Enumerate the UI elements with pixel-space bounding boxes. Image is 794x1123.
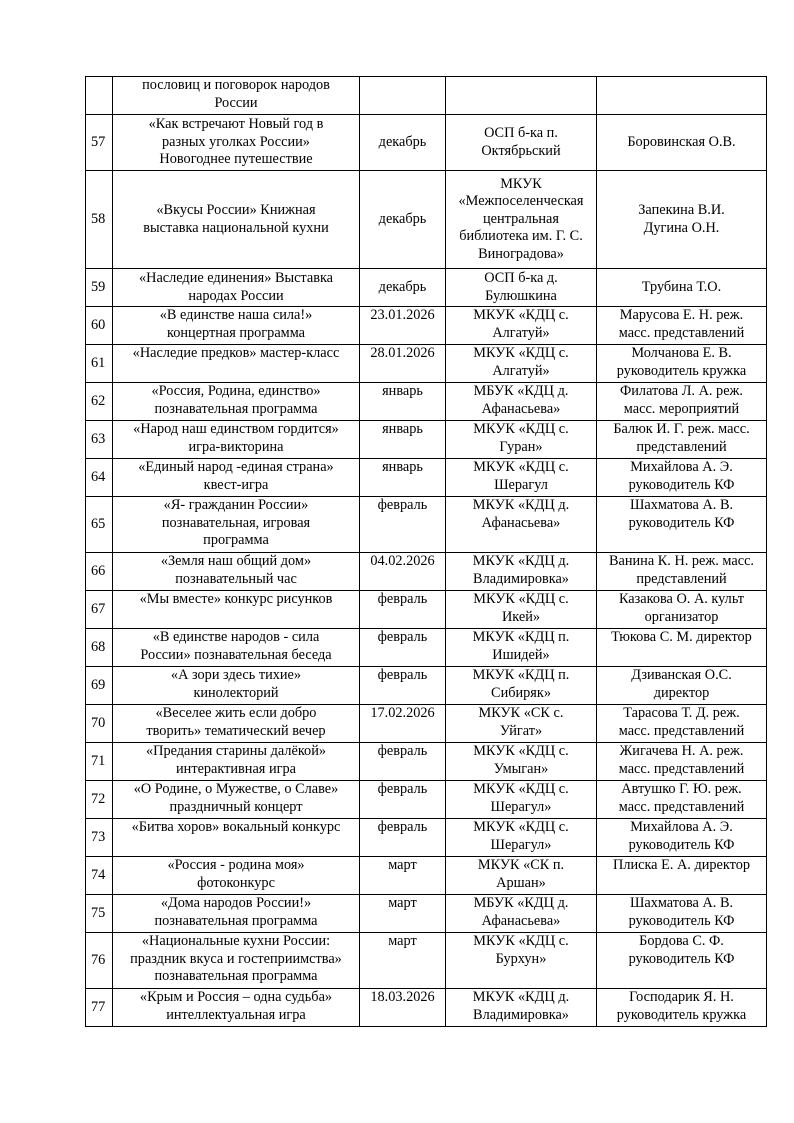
date-cell-line: февраль (377, 629, 428, 645)
event-cell (113, 497, 360, 553)
responsible-cell (597, 933, 767, 989)
responsible-cell (597, 497, 767, 553)
date-cell-line: январь (382, 383, 423, 399)
place-cell-line: Октябрьский (481, 142, 561, 159)
event-cell-line: «В единстве народов - сила (152, 629, 320, 645)
event-cell-line: «В единстве наша сила!» (159, 307, 313, 323)
place-cell (446, 459, 597, 497)
place-cell-line: Шерагул (494, 476, 548, 493)
date-cell (360, 459, 446, 497)
event-cell-line: познавательная программа (154, 968, 318, 984)
date-cell (360, 115, 446, 171)
responsible-cell-line: Михайлова А. Э. (630, 819, 733, 835)
event-cell-line: познавательный час (175, 570, 297, 587)
place-cell (446, 115, 597, 171)
event-cell (113, 933, 360, 989)
table-row (86, 553, 767, 591)
event-cell-line: «Народ наш единством гордится» (133, 421, 339, 437)
responsible-cell-line: Шахматова А. В. (629, 497, 734, 513)
event-cell-line: «Национальные кухни России: (141, 933, 331, 949)
event-cell (113, 857, 360, 895)
table-row (86, 705, 767, 743)
responsible-cell-line: масс. мероприятий (623, 400, 740, 417)
responsible-cell-line: Ванина К. Н. реж. масс. (609, 553, 754, 569)
events-table-body (86, 77, 767, 1027)
responsible-cell-line: Дугина О.Н. (643, 219, 720, 236)
row-number-cell: 68 (86, 629, 113, 667)
place-cell-line: МКУК «КДЦ с. (473, 345, 569, 361)
date-cell (360, 819, 446, 857)
table-row (86, 421, 767, 459)
place-cell-line: ОСП б-ка п. (484, 125, 558, 141)
event-cell-line: «Россия, Родина, единство» (151, 383, 321, 399)
place-cell-line: Умыган» (493, 760, 549, 777)
row-number-cell: 60 (86, 307, 113, 345)
responsible-cell-line: руководитель КФ (628, 514, 735, 531)
event-cell-line: «Битва хоров» вокальный конкурс (131, 819, 341, 835)
place-cell-line: Виноградова» (478, 245, 564, 262)
row-number-cell: 64 (86, 459, 113, 497)
row-number-cell: 67 (86, 591, 113, 629)
event-cell-line: «Единый народ -единая страна» (138, 459, 334, 475)
responsible-cell-line: Боровинская О.В. (627, 133, 736, 150)
date-cell (360, 667, 446, 705)
row-number-cell: 58 (86, 171, 113, 269)
responsible-cell-line: Молчанова Е. В. (631, 345, 732, 361)
responsible-cell-line: Тарасова Т. Д. реж. (623, 705, 740, 721)
responsible-cell-line: руководитель КФ (628, 476, 735, 493)
event-cell (113, 383, 360, 421)
table-row (86, 895, 767, 933)
place-cell-line: Сибиряк» (491, 684, 551, 701)
place-cell-line: МКУК «КДЦ с. (473, 781, 569, 797)
row-number-cell: 69 (86, 667, 113, 705)
place-cell (446, 667, 597, 705)
place-cell-line: Ишидей» (492, 646, 550, 663)
date-cell-line: март (388, 895, 417, 911)
event-cell (113, 345, 360, 383)
date-cell-line: февраль (377, 743, 428, 759)
place-cell-line: Алгатуй» (492, 324, 550, 341)
place-cell-line: МКУК «КДЦ д. (472, 553, 570, 569)
place-cell (446, 781, 597, 819)
place-cell-line: «Межпоселенческая (458, 193, 584, 210)
place-cell-line: МКУК «КДЦ д. (472, 497, 570, 513)
event-cell-line: концертная программа (166, 324, 306, 341)
date-cell (360, 421, 446, 459)
place-cell-line: МКУК «КДЦ с. (473, 307, 569, 323)
date-cell-line: февраль (377, 591, 428, 607)
place-cell-line: МБУК «КДЦ д. (473, 383, 569, 399)
date-cell-line: 18.03.2026 (370, 989, 435, 1005)
table-row (86, 459, 767, 497)
event-cell-line: «О Родине, о Мужестве, о Славе» (133, 781, 339, 797)
event-cell-line: интерактивная игра (176, 760, 296, 777)
responsible-cell-line: директор (653, 684, 710, 701)
date-cell-line: март (388, 933, 417, 949)
event-cell-line: «Земля наш общий дом» (160, 553, 312, 569)
responsible-cell (597, 459, 767, 497)
place-cell-line: центральная (483, 210, 559, 227)
date-cell-line: 04.02.2026 (370, 553, 435, 569)
responsible-cell-line: Дзиванская О.С. (631, 667, 732, 683)
place-cell (446, 171, 597, 269)
event-cell-line: народах России (188, 287, 284, 304)
place-cell-line: МКУК «КДЦ д. (472, 989, 570, 1005)
event-cell-line: квест-игра (203, 476, 269, 493)
row-number-cell: 76 (86, 933, 113, 989)
place-cell (446, 933, 597, 989)
responsible-cell-line: Бордова С. Ф. (639, 933, 724, 949)
event-cell-line: «Крым и Россия – одна судьба» (139, 989, 333, 1005)
place-cell-line: МКУК «КДЦ п. (472, 667, 570, 683)
responsible-cell-line: Жигачева Н. А. реж. (619, 743, 744, 759)
row-number-cell: 59 (86, 269, 113, 307)
place-cell (446, 345, 597, 383)
responsible-cell-line: Марусова Е. Н. реж. (619, 307, 744, 323)
responsible-cell-line: Запекина В.И. (638, 202, 725, 218)
event-cell (113, 269, 360, 307)
table-row (86, 857, 767, 895)
event-cell-line: «Веселее жить если добро (155, 705, 317, 721)
place-cell-line: библиотека им. Г. С. (459, 228, 583, 245)
place-cell (446, 591, 597, 629)
responsible-cell (597, 857, 767, 895)
place-cell-line: МКУК «СК с. (478, 705, 564, 721)
row-number-cell: 73 (86, 819, 113, 857)
responsible-cell (597, 743, 767, 781)
table-row (86, 171, 767, 269)
date-cell-line: февраль (377, 819, 428, 835)
responsible-cell-line: масс. представлений (618, 798, 745, 815)
date-cell (360, 171, 446, 269)
responsible-cell-line: Тюкова С. М. директор (611, 629, 752, 645)
event-cell-line: «Как встречают Новый год в (148, 116, 324, 133)
responsible-cell-line: Филатова Л. А. реж. (619, 383, 743, 399)
event-cell (113, 171, 360, 269)
date-cell-line: февраль (377, 781, 428, 797)
event-cell-line: России (214, 94, 258, 111)
responsible-cell-line: руководитель КФ (628, 950, 735, 967)
event-cell-line: «Мы вместе» конкурс рисунков (139, 591, 333, 607)
row-number-cell: 57 (86, 115, 113, 171)
date-cell (360, 269, 446, 307)
table-row (86, 497, 767, 553)
event-cell (113, 421, 360, 459)
date-cell-line: декабрь (378, 133, 427, 150)
table-row (86, 989, 767, 1027)
event-cell (113, 667, 360, 705)
place-cell (446, 743, 597, 781)
date-cell (360, 629, 446, 667)
date-cell (360, 743, 446, 781)
responsible-cell-line: организатор (644, 608, 719, 625)
event-cell-line: кинолекторий (193, 684, 279, 701)
event-cell-line: России» познавательная беседа (140, 646, 332, 663)
table-row (86, 307, 767, 345)
place-cell (446, 553, 597, 591)
table-row (86, 629, 767, 667)
responsible-cell (597, 989, 767, 1027)
responsible-cell-line: Трубина Т.О. (641, 278, 722, 295)
place-cell-line: Гуран» (499, 438, 543, 455)
event-cell-line: «Я- гражданин России» (163, 497, 309, 513)
responsible-cell (597, 421, 767, 459)
row-number-cell: 61 (86, 345, 113, 383)
responsible-cell-line: масс. представлений (618, 324, 745, 341)
place-cell-line: Владимировка» (473, 570, 569, 587)
place-cell-line: Афанасьева» (481, 912, 561, 929)
event-cell (113, 553, 360, 591)
event-cell-line: пословиц и поговорок народов (142, 77, 330, 93)
place-cell-line: Афанасьева» (481, 400, 561, 417)
date-cell-line: январь (382, 459, 423, 475)
place-cell (446, 989, 597, 1027)
responsible-cell-line: Михайлова А. Э. (630, 459, 733, 475)
date-cell (360, 989, 446, 1027)
date-cell-line: декабрь (378, 278, 427, 295)
event-cell (113, 705, 360, 743)
responsible-cell-line: Шахматова А. В. (629, 895, 734, 911)
responsible-cell-line: представлений (636, 570, 727, 587)
event-cell-line: праздник вкуса и гостеприимства» (130, 950, 342, 967)
responsible-cell (597, 345, 767, 383)
event-cell (113, 629, 360, 667)
event-cell-line: «А зори здесь тихие» (170, 667, 302, 683)
row-number-cell: 63 (86, 421, 113, 459)
table-row (86, 591, 767, 629)
date-cell-line: февраль (377, 667, 428, 683)
responsible-cell (597, 895, 767, 933)
event-cell-line: познавательная программа (154, 400, 318, 417)
event-cell-line: разных уголках России» (162, 133, 310, 150)
place-cell (446, 269, 597, 307)
event-cell-line: интеллектуальная игра (166, 1006, 306, 1023)
place-cell-line: Владимировка» (473, 1006, 569, 1023)
place-cell-line: Аршан» (496, 874, 546, 891)
date-cell (360, 781, 446, 819)
place-cell-line: Икей» (501, 608, 541, 625)
date-cell (360, 705, 446, 743)
event-cell-line: праздничный концерт (169, 798, 303, 815)
date-cell (360, 933, 446, 989)
place-cell-line: Уйгат» (499, 722, 543, 739)
event-cell-line: выставка национальной кухни (143, 219, 329, 236)
responsible-cell-line: Автушко Г. Ю. реж. (621, 781, 742, 797)
place-cell-line: Шерагул» (490, 798, 552, 815)
date-cell-line: март (388, 857, 417, 873)
responsible-cell (597, 171, 767, 269)
responsible-cell-line: Балюк И. Г. реж. масс. (613, 421, 750, 437)
event-cell-line: «Наследие единения» Выставка (138, 270, 334, 286)
place-cell (446, 307, 597, 345)
date-cell-line: 28.01.2026 (370, 345, 435, 361)
row-number-cell: 65 (86, 497, 113, 553)
event-cell-line: творить» тематический вечер (146, 722, 326, 739)
place-cell (446, 857, 597, 895)
events-table (85, 76, 767, 1027)
date-cell (360, 553, 446, 591)
event-cell-line: познавательная программа (154, 912, 318, 929)
responsible-cell-line: руководитель КФ (628, 912, 735, 929)
date-cell (360, 383, 446, 421)
event-cell (113, 307, 360, 345)
responsible-cell-line: Плиска Е. А. директор (613, 857, 750, 873)
table-row (86, 933, 767, 989)
event-cell-line: «Россия - родина моя» (167, 857, 305, 873)
responsible-cell (597, 307, 767, 345)
event-cell-line: «Вкусы России» Книжная (156, 202, 316, 218)
row-number-cell: 71 (86, 743, 113, 781)
place-cell-line: МКУК «КДЦ с. (473, 421, 569, 437)
responsible-cell (597, 667, 767, 705)
date-cell-line: 23.01.2026 (370, 307, 435, 323)
event-cell-line: программа (203, 532, 269, 548)
row-number-cell: 72 (86, 781, 113, 819)
date-cell (360, 307, 446, 345)
responsible-cell-line: представлений (636, 438, 727, 455)
place-cell-line: МКУК «КДЦ с. (473, 459, 569, 475)
place-cell (446, 77, 597, 115)
place-cell-line: МКУК «КДЦ с. (473, 933, 569, 949)
place-cell-line: ОСП б-ка д. (484, 270, 558, 286)
place-cell (446, 629, 597, 667)
date-cell (360, 345, 446, 383)
event-cell (113, 781, 360, 819)
table-row (86, 115, 767, 171)
event-cell (113, 989, 360, 1027)
date-cell (360, 857, 446, 895)
place-cell-line: МКУК «СК п. (477, 857, 565, 873)
place-cell (446, 383, 597, 421)
responsible-cell-line: масс. представлений (618, 722, 745, 739)
table-row (86, 667, 767, 705)
event-cell (113, 115, 360, 171)
date-cell-line: февраль (377, 497, 428, 513)
event-cell (113, 459, 360, 497)
responsible-cell-line: масс. представлений (618, 760, 745, 777)
place-cell-line: Алгатуй» (492, 362, 550, 379)
place-cell-line: МКУК «КДЦ с. (473, 743, 569, 759)
date-cell-line: декабрь (378, 210, 427, 227)
event-cell (113, 895, 360, 933)
table-row (86, 819, 767, 857)
responsible-cell-line: руководитель кружка (616, 1006, 747, 1023)
place-cell-line: Бурхун» (495, 950, 547, 967)
event-cell-line: «Дома народов России!» (160, 895, 312, 911)
table-row (86, 743, 767, 781)
place-cell (446, 497, 597, 553)
table-row (86, 345, 767, 383)
event-cell (113, 77, 360, 115)
date-cell-line: январь (382, 421, 423, 437)
table-row (86, 77, 767, 115)
date-cell (360, 77, 446, 115)
responsible-cell-line: Казакова О. А. культ (618, 591, 745, 607)
responsible-cell (597, 269, 767, 307)
row-number-cell: 77 (86, 989, 113, 1027)
row-number-cell: 62 (86, 383, 113, 421)
place-cell (446, 421, 597, 459)
row-number-cell: 74 (86, 857, 113, 895)
event-cell-line: Новогоднее путешествие (159, 151, 313, 168)
responsible-cell (597, 115, 767, 171)
date-cell (360, 591, 446, 629)
place-cell (446, 705, 597, 743)
responsible-cell (597, 629, 767, 667)
place-cell-line: Булюшкина (485, 287, 557, 304)
row-number-cell (86, 77, 113, 115)
event-cell-line: познавательная, игровая (161, 514, 311, 531)
table-row (86, 781, 767, 819)
responsible-cell (597, 781, 767, 819)
row-number-cell: 66 (86, 553, 113, 591)
responsible-cell-line: руководитель кружка (616, 362, 747, 379)
responsible-cell (597, 77, 767, 115)
responsible-cell (597, 591, 767, 629)
place-cell-line: МКУК (500, 175, 542, 192)
place-cell-line: МБУК «КДЦ д. (473, 895, 569, 911)
date-cell-line: 17.02.2026 (370, 705, 435, 721)
place-cell (446, 819, 597, 857)
date-cell (360, 497, 446, 553)
place-cell-line: МКУК «КДЦ п. (472, 629, 570, 645)
place-cell-line: МКУК «КДЦ с. (473, 819, 569, 835)
place-cell-line: Афанасьева» (481, 514, 561, 531)
event-cell (113, 819, 360, 857)
responsible-cell (597, 383, 767, 421)
row-number-cell: 75 (86, 895, 113, 933)
responsible-cell-line: Господарик Я. Н. (629, 989, 734, 1005)
place-cell-line: Шерагул» (490, 836, 552, 853)
event-cell (113, 591, 360, 629)
place-cell (446, 895, 597, 933)
event-cell-line: фотоконкурс (197, 874, 275, 891)
event-cell-line: «Предания старины далёкой» (146, 743, 326, 759)
responsible-cell-line: руководитель КФ (628, 836, 735, 853)
date-cell (360, 895, 446, 933)
event-cell (113, 743, 360, 781)
event-cell-line: игра-викторина (188, 438, 284, 455)
place-cell-line: МКУК «КДЦ с. (473, 591, 569, 607)
responsible-cell (597, 553, 767, 591)
responsible-cell (597, 819, 767, 857)
event-cell-line: «Наследие предков» мастер-класс (132, 345, 340, 361)
responsible-cell (597, 705, 767, 743)
row-number-cell: 70 (86, 705, 113, 743)
table-row (86, 269, 767, 307)
table-row (86, 383, 767, 421)
